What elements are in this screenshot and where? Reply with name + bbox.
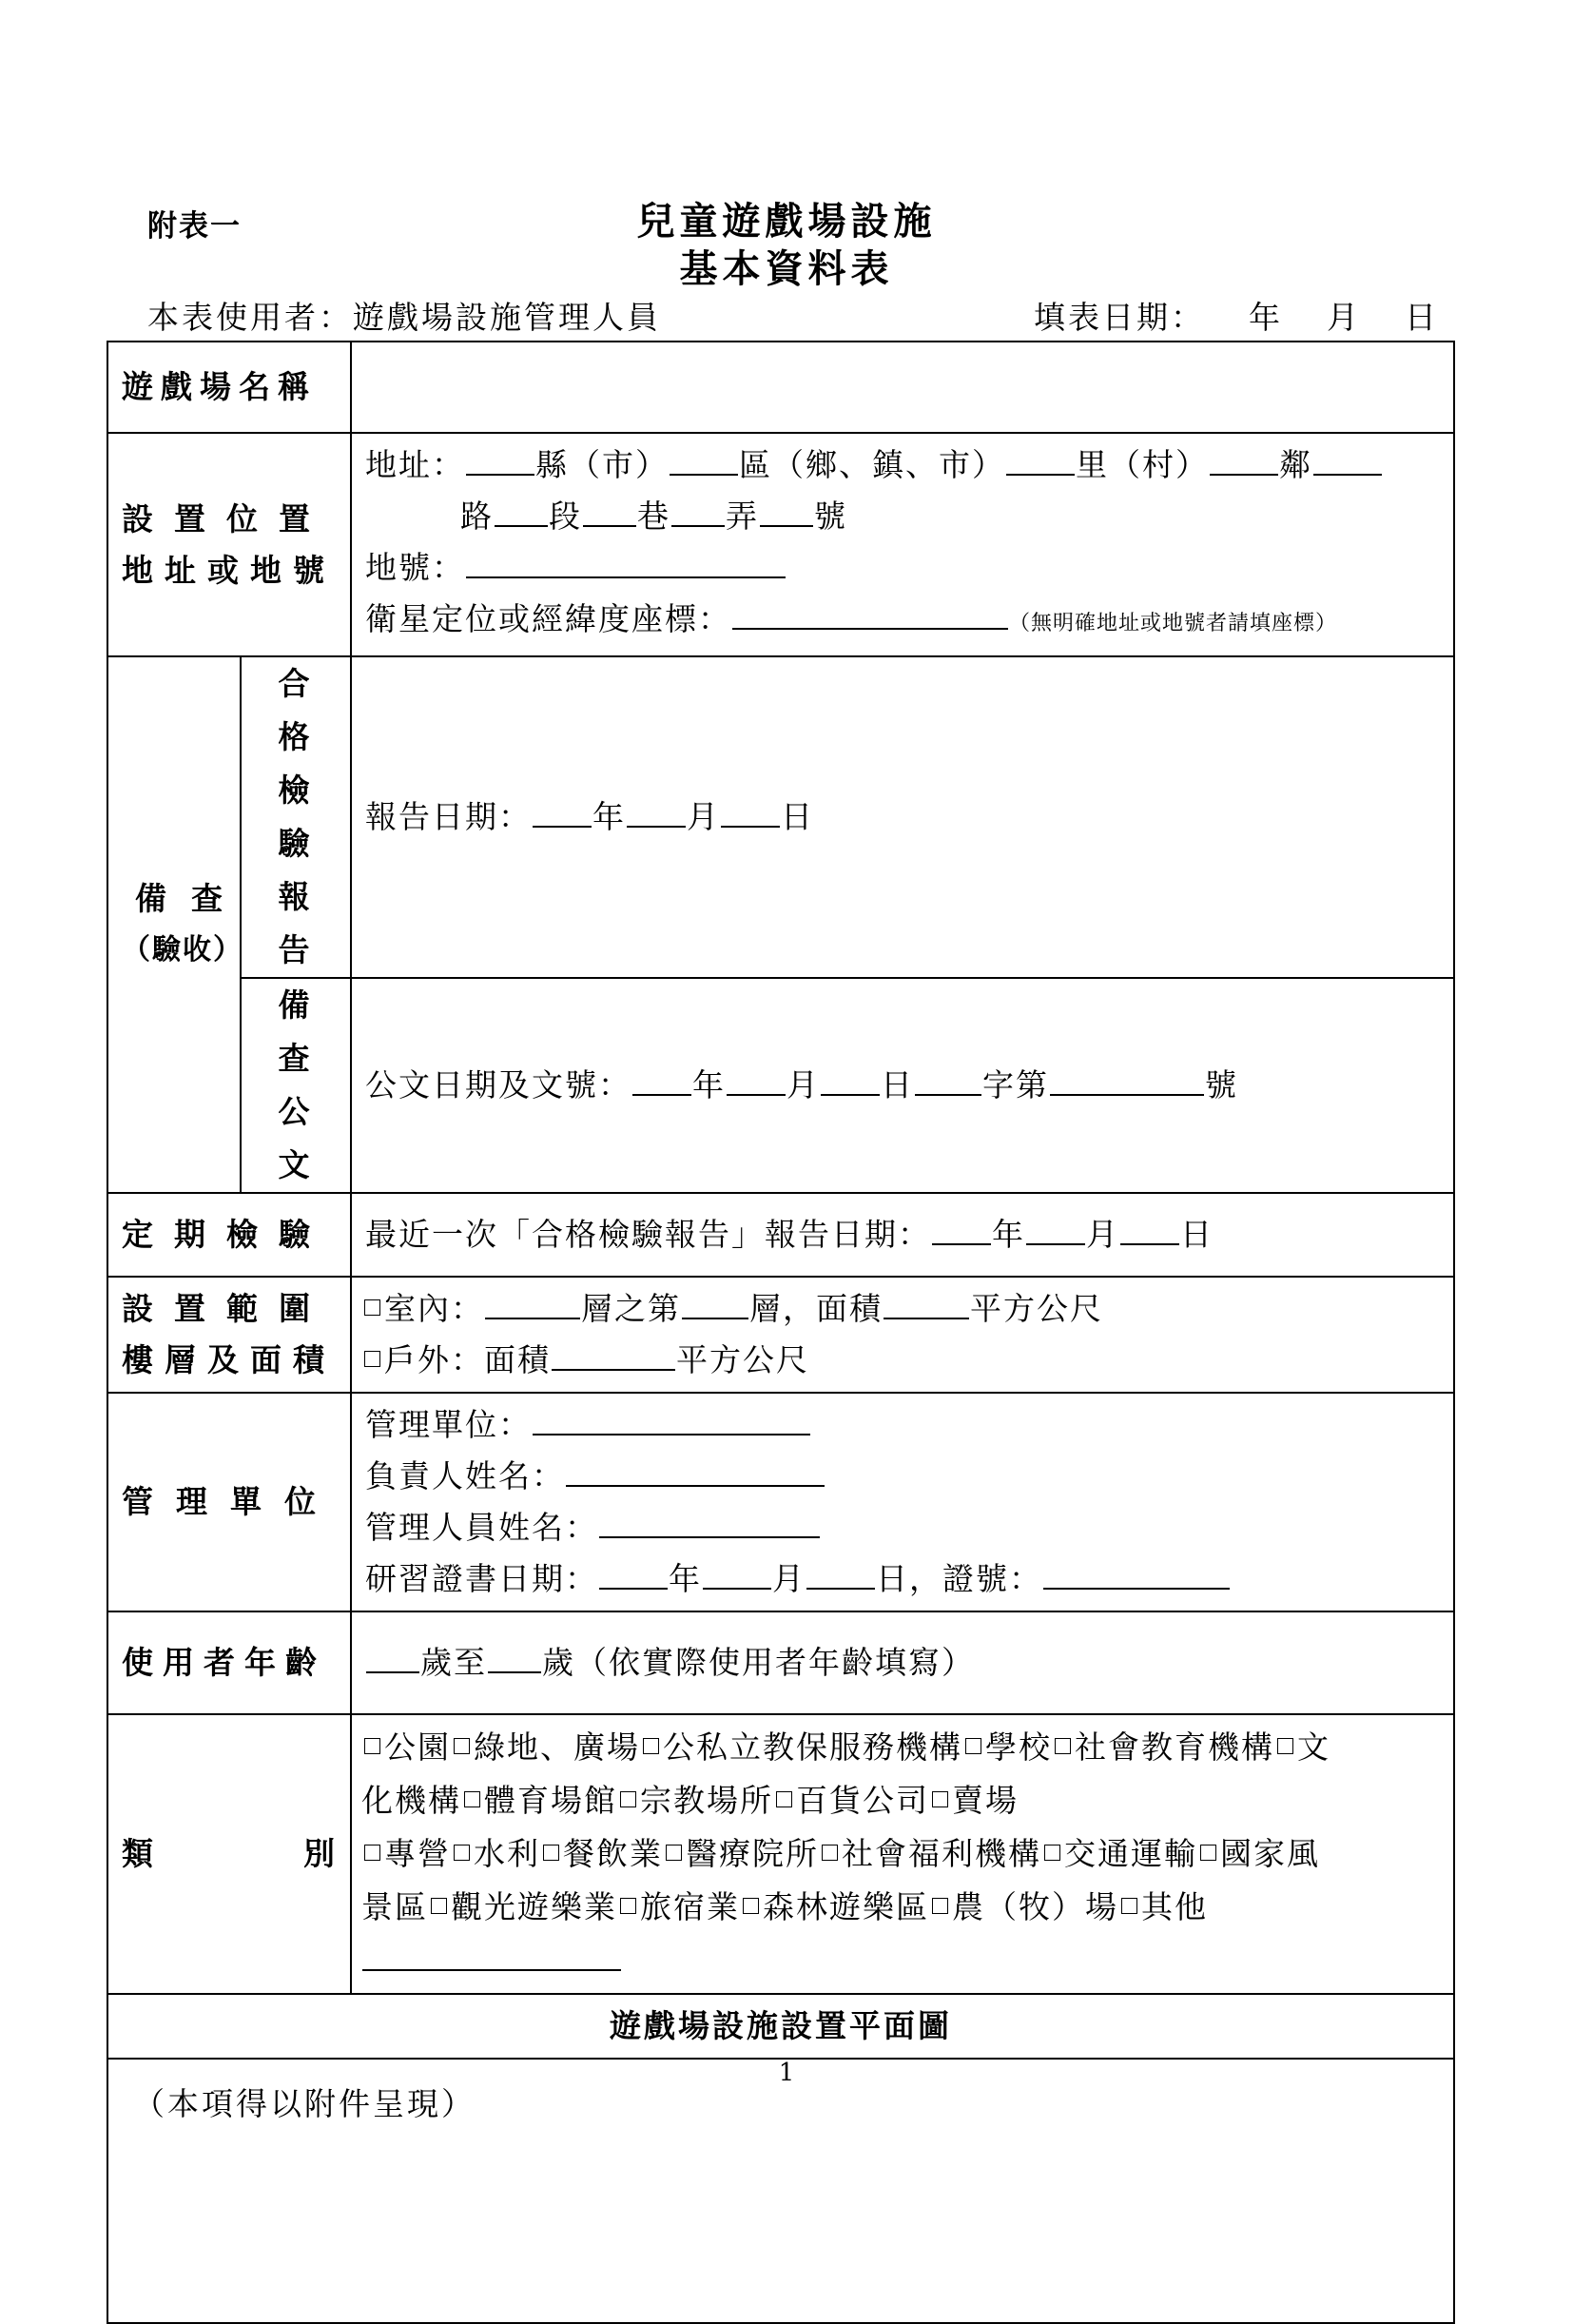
periodic-year-label: 年 [992, 1216, 1025, 1253]
category-label [107, 1714, 351, 1994]
playground-name-label [107, 342, 351, 433]
fill-date-day: 日 [1405, 299, 1439, 336]
category-line4-lead: 景區 [361, 1888, 428, 1925]
playground-name-field[interactable] [351, 342, 1454, 433]
outdoor-checkbox[interactable] [364, 1351, 380, 1367]
category-checkbox[interactable] [743, 1898, 759, 1914]
form-meta-row [147, 297, 1439, 339]
periodic-month-blank[interactable] [1026, 1213, 1085, 1245]
age-to-label: 歲（依實際使用者年齡填寫） [542, 1644, 975, 1681]
outdoor-label: 戶外：面積 [384, 1341, 551, 1378]
category-checkbox[interactable] [454, 1845, 470, 1861]
category-option-label: 專營 [384, 1835, 451, 1872]
row-record-report [107, 656, 1454, 978]
record-sub-doc-label [241, 978, 351, 1193]
village-blank[interactable] [1006, 443, 1075, 476]
county-blank[interactable] [466, 443, 534, 476]
indoor-floors-blank[interactable] [485, 1287, 580, 1319]
page-number: 1 [778, 2059, 795, 2087]
management-label-text: 管理單位 [122, 1483, 339, 1520]
row-location [107, 433, 1454, 656]
doc-char-label: 字第 [982, 1066, 1049, 1103]
management-staff-line [365, 1502, 1440, 1553]
category-line2 [361, 1774, 1440, 1827]
neighborhood-blank[interactable] [1210, 443, 1278, 476]
category-option-label: 宗教場所 [640, 1782, 773, 1819]
number-label: 號 [814, 498, 847, 535]
category-option-label: 社會福利機構 [842, 1835, 1041, 1872]
indoor-label: 室內： [384, 1290, 484, 1327]
row-management [107, 1393, 1454, 1611]
cert-year-blank[interactable] [599, 1557, 668, 1590]
periodic-month-label: 月 [1086, 1216, 1119, 1253]
management-label [107, 1393, 351, 1611]
fill-date [1034, 297, 1439, 339]
category-option-label: 賣場 [952, 1782, 1019, 1819]
category-option-label: 交通運輸 [1064, 1835, 1197, 1872]
category-checkbox[interactable] [666, 1845, 682, 1861]
scope-label-line1: 設置範圍 [122, 1290, 331, 1327]
category-checkbox[interactable] [776, 1791, 792, 1807]
number-blank[interactable] [760, 495, 813, 527]
category-option-label: 其他 [1141, 1888, 1208, 1925]
category-line3 [361, 1827, 1440, 1881]
category-checkbox[interactable] [543, 1845, 559, 1861]
report-day-blank[interactable] [721, 795, 780, 828]
district-label: 區（鄉、鎮、市） [739, 446, 1005, 483]
address-line1 [365, 439, 1440, 491]
category-label-left: 類 [122, 1835, 155, 1872]
outdoor-sqm-label: 平方公尺 [676, 1341, 809, 1378]
location-label [107, 433, 351, 656]
location-label-line2: 地址或地號 [122, 551, 336, 589]
category-option-label: 森林遊樂區 [763, 1888, 929, 1925]
cert-date-label: 研習證書日期： [365, 1560, 598, 1597]
gps-blank[interactable] [732, 597, 1008, 630]
doc-number-blank[interactable] [1050, 1064, 1204, 1096]
category-checkbox[interactable] [965, 1738, 981, 1754]
category-option-label: 醫療院所 [686, 1835, 819, 1872]
category-option-label: 體育場館 [484, 1782, 617, 1819]
indoor-area-blank[interactable] [884, 1287, 969, 1319]
row-category [107, 1714, 1454, 1994]
category-checkbox[interactable] [454, 1738, 470, 1754]
age-from-blank[interactable] [366, 1641, 419, 1673]
category-checkbox[interactable] [620, 1898, 636, 1914]
category-other-blank[interactable] [362, 1939, 621, 1971]
record-label-sub: （驗收） [122, 933, 243, 967]
alley-blank[interactable] [671, 495, 725, 527]
report-year-blank[interactable] [533, 795, 592, 828]
management-cert-line [365, 1553, 1440, 1605]
category-option-label: 國家風 [1220, 1835, 1320, 1872]
record-sub-report-text: 合格檢驗報告 [278, 665, 323, 968]
record-sub-doc-text: 備查公文 [278, 986, 323, 1183]
outdoor-area-blank[interactable] [552, 1338, 675, 1371]
management-head-blank[interactable] [566, 1455, 825, 1487]
floor-plan-area[interactable] [107, 2059, 1454, 2323]
indoor-checkbox[interactable] [364, 1299, 380, 1316]
category-checkbox[interactable] [464, 1791, 480, 1807]
category-checkbox[interactable] [932, 1898, 948, 1914]
category-checkbox[interactable] [364, 1738, 380, 1754]
cert-month-label: 月 [772, 1560, 806, 1597]
periodic-text: 最近一次「合格檢驗報告」報告日期： [365, 1216, 931, 1253]
category-option-label: 觀光遊樂業 [451, 1888, 617, 1925]
land-number-line [365, 542, 1440, 594]
doc-month-blank[interactable] [727, 1064, 786, 1096]
scope-label-line2: 樓層及面積 [122, 1341, 336, 1378]
report-date-label: 報告日期： [365, 798, 532, 835]
category-line2-lead: 化機構 [361, 1782, 461, 1819]
management-fields [351, 1393, 1454, 1611]
category-checkbox[interactable] [620, 1791, 636, 1807]
management-unit-line [365, 1399, 1440, 1451]
age-from-label: 歲至 [420, 1644, 487, 1681]
floor-area-label: 層，面積 [749, 1290, 883, 1327]
report-date-field [351, 656, 1454, 978]
doc-char-blank[interactable] [915, 1064, 981, 1096]
form-title-line2: 基本資料表 [679, 246, 894, 291]
category-other-line [361, 1934, 1440, 1987]
floor-plan-note: （本項得以附件呈現） [133, 2085, 476, 2122]
lane-blank[interactable] [583, 495, 636, 527]
category-option-label: 百貨公司 [796, 1782, 929, 1819]
category-option-label: 社會教育機構 [1075, 1728, 1274, 1766]
road-label: 路 [460, 498, 494, 535]
category-checkbox[interactable] [932, 1791, 948, 1807]
county-label: 縣（市） [535, 446, 669, 483]
village-label: 里（村） [1076, 446, 1209, 483]
periodic-year-blank[interactable] [932, 1213, 991, 1245]
cert-number-label: 日，證號： [876, 1560, 1042, 1597]
floor-plan-title: 遊戲場設施設置平面圖 [107, 1994, 1454, 2059]
basic-data-form [107, 341, 1455, 2324]
section-blank[interactable] [495, 495, 548, 527]
age-label-text: 使用者年齡 [122, 1644, 326, 1681]
category-option-label: 水利 [474, 1835, 540, 1872]
address-line2 [365, 491, 1440, 542]
category-label-right: 別 [303, 1835, 337, 1872]
cert-year-label: 年 [669, 1560, 702, 1597]
age-label [107, 1611, 351, 1714]
doc-date-field [351, 978, 1454, 1193]
category-checkbox[interactable] [822, 1845, 838, 1861]
category-option-label: 公園 [384, 1728, 451, 1766]
row-floor-plan-area [107, 2059, 1454, 2323]
category-option-label: 旅宿業 [640, 1888, 740, 1925]
record-sub-report-label [241, 656, 351, 978]
category-options [351, 1714, 1454, 1994]
fill-date-year: 年 [1249, 299, 1283, 336]
road-blank[interactable] [1313, 443, 1382, 476]
cert-day-blank[interactable] [806, 1557, 875, 1590]
management-staff-blank[interactable] [599, 1506, 820, 1538]
row-scope [107, 1277, 1454, 1393]
category-option-label: 餐飲業 [563, 1835, 663, 1872]
row-floor-plan-title [107, 1994, 1454, 2059]
doc-day-blank[interactable] [821, 1064, 880, 1096]
category-option-label: 學校 [985, 1728, 1052, 1766]
fill-date-label: 填表日期： [1034, 299, 1205, 336]
category-checkbox[interactable] [1277, 1738, 1293, 1754]
periodic-field [351, 1193, 1454, 1277]
alley-label: 弄 [726, 498, 759, 535]
periodic-label-text: 定期檢驗 [122, 1216, 331, 1253]
age-to-blank[interactable] [488, 1641, 541, 1673]
row-periodic [107, 1193, 1454, 1277]
playground-name-label-text: 遊戲場名稱 [122, 368, 317, 405]
scope-fields [351, 1277, 1454, 1393]
doc-year-label: 年 [692, 1066, 726, 1103]
management-unit-label: 管理單位： [365, 1406, 532, 1443]
indoor-floor-blank[interactable] [682, 1287, 748, 1319]
category-option-label: 公私立教保服務機構 [663, 1728, 962, 1766]
management-head-label: 負責人姓名： [365, 1457, 565, 1494]
scope-indoor-line [361, 1283, 1440, 1335]
category-checkbox[interactable] [1055, 1738, 1071, 1754]
periodic-label [107, 1193, 351, 1277]
category-checkbox[interactable] [431, 1898, 447, 1914]
record-label [107, 656, 247, 1193]
management-head-line [365, 1451, 1440, 1502]
land-number-blank[interactable] [466, 546, 786, 578]
location-label-line1: 設置位置 [122, 499, 331, 537]
form-title-line1: 兒童遊戲場設施 [636, 199, 937, 244]
land-number-label: 地號： [365, 549, 465, 586]
category-checkbox[interactable] [1044, 1845, 1060, 1861]
periodic-day-label: 日 [1180, 1216, 1214, 1253]
row-playground-name [107, 342, 1454, 433]
management-unit-blank[interactable] [533, 1403, 810, 1435]
category-line4 [361, 1881, 1440, 1934]
report-year-label: 年 [592, 798, 626, 835]
row-age [107, 1611, 1454, 1714]
doc-date-label: 公文日期及文號： [365, 1066, 631, 1103]
category-checkbox[interactable] [1121, 1898, 1137, 1914]
age-field [351, 1611, 1454, 1714]
location-fields [351, 433, 1454, 656]
neighborhood-label: 鄰 [1279, 446, 1312, 483]
form-user-text: 本表使用者：遊戲場設施管理人員 [147, 299, 661, 336]
fill-date-month: 月 [1327, 299, 1361, 336]
floor-of-label: 層之第 [581, 1290, 681, 1327]
category-checkbox[interactable] [1200, 1845, 1216, 1861]
doc-day-label: 日 [881, 1066, 914, 1103]
scope-label [107, 1277, 351, 1393]
management-staff-label: 管理人員姓名： [365, 1509, 598, 1546]
category-label-inner [122, 1827, 337, 1881]
report-month-label: 月 [687, 798, 720, 835]
scope-outdoor-line [361, 1335, 1440, 1386]
indoor-sqm-label: 平方公尺 [970, 1290, 1103, 1327]
category-checkbox[interactable] [364, 1845, 380, 1861]
lane-label: 巷 [637, 498, 670, 535]
record-label-main: 備查 [135, 880, 247, 917]
category-checkbox[interactable] [643, 1738, 659, 1754]
gps-note: （無明確地址或地號者請填座標） [1009, 612, 1338, 635]
doc-month-label: 月 [786, 1066, 820, 1103]
category-option-label: 文 [1297, 1728, 1330, 1766]
report-month-blank[interactable] [627, 795, 686, 828]
category-option-label: 綠地、廣場 [474, 1728, 640, 1766]
cert-number-blank[interactable] [1043, 1557, 1230, 1590]
address-label: 地址： [365, 446, 465, 483]
cert-month-blank[interactable] [703, 1557, 771, 1590]
periodic-day-blank[interactable] [1120, 1213, 1179, 1245]
row-record-document [107, 978, 1454, 1193]
category-option-label: 農（牧）場 [952, 1888, 1118, 1925]
gps-line [365, 594, 1440, 650]
doc-year-blank[interactable] [632, 1064, 691, 1096]
district-blank[interactable] [670, 443, 738, 476]
gps-label: 衛星定位或經緯度座標： [365, 600, 731, 637]
category-line1 [361, 1721, 1440, 1774]
report-day-label: 日 [781, 798, 814, 835]
appendix-label: 附表一 [147, 209, 242, 244]
section-label: 段 [549, 498, 582, 535]
doc-number-label: 號 [1205, 1066, 1238, 1103]
